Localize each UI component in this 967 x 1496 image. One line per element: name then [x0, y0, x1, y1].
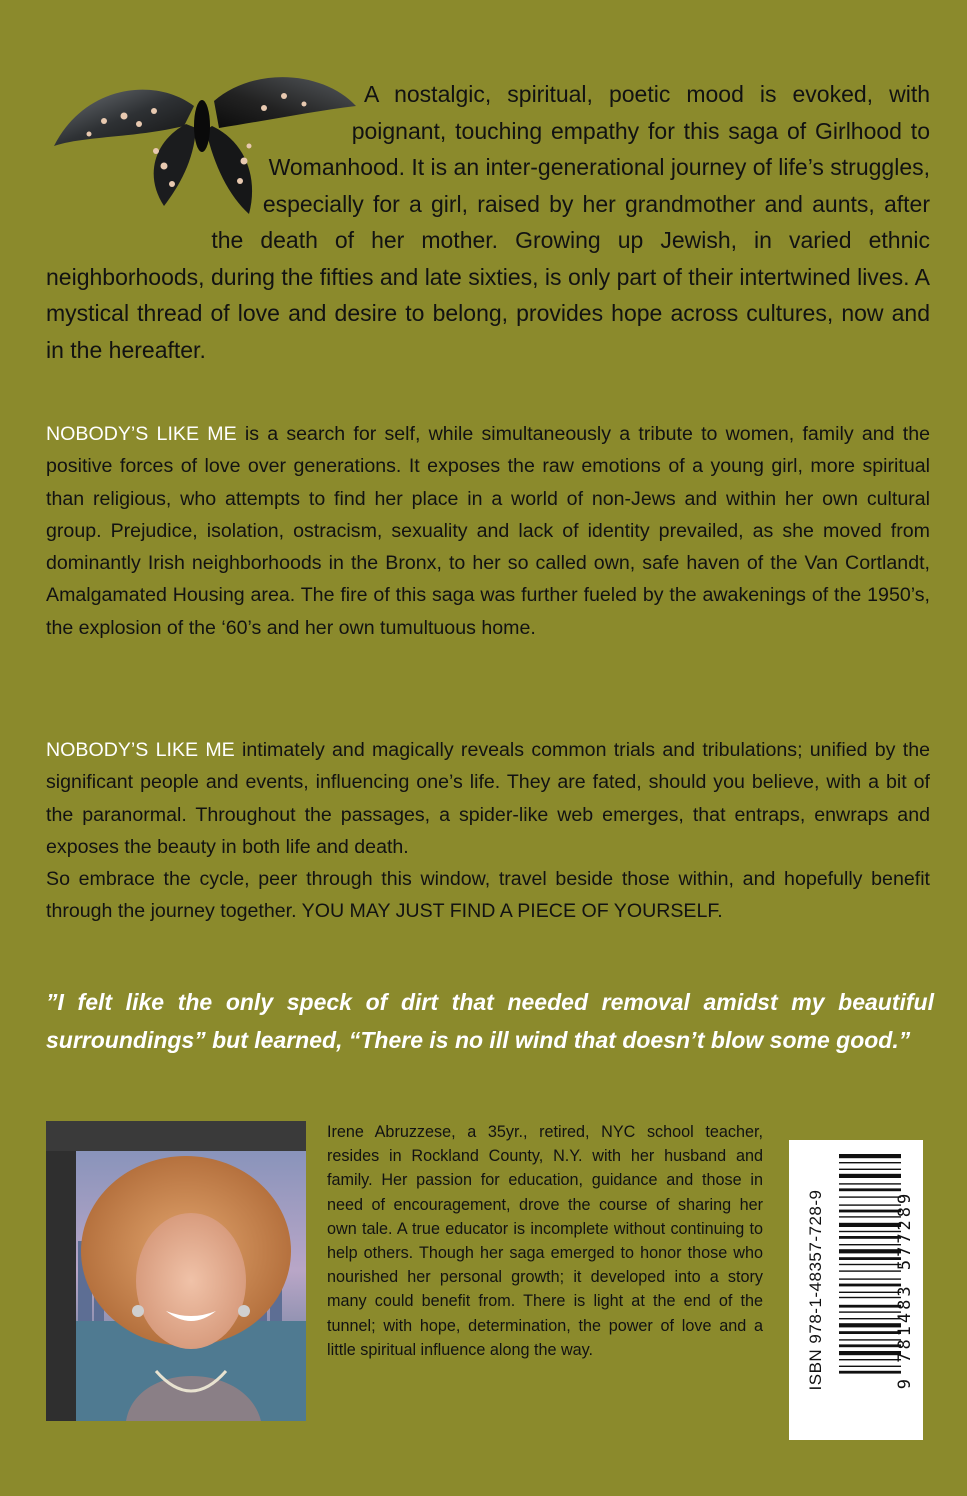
barcode-bar [839, 1344, 901, 1347]
barcode-bar [839, 1351, 901, 1355]
barcode-bar [839, 1162, 901, 1163]
barcode-bar [839, 1196, 901, 1197]
barcode-bar [839, 1366, 901, 1367]
barcode-bar [839, 1323, 901, 1327]
barcode-bar [839, 1216, 901, 1217]
description-paragraph-2 [46, 734, 930, 928]
barcode-bar [839, 1292, 901, 1293]
barcode-bar [839, 1305, 901, 1308]
paragraph-1-text: is a search for self, while simultaneously a tribute to women, family and the positive forces of love over generations. It exposes the raw emotions of a young girl, more spiritual than religious, who attempts to find her place in a world of non-Jews and within her own cultural group. Prejudice, isolation, ostracism, sexuality and lack of identity prevailed, as she moved from dominantly Irish neighborhoods in the Bronx, to her so called own, safe haven of the Van Cortlandt, Amalgamated Housing area. The fire of this saga was further fueled by the awakenings of the 1950’s, the explosion of the ‘60’s and her own tumultuous home. [46, 423, 930, 639]
barcode-bar [839, 1236, 901, 1239]
intro-paragraph [46, 76, 930, 368]
barcode-bar [839, 1169, 901, 1170]
intro-text: A nostalgic, spiritual, poetic mood is evoked, with poignant, touching empathy for this saga of Girlhood to Womanhood. It is an inter-generational journey of life’s struggles, especially for a girl, raised by her grandmother and aunts, after the death of her mother. Growing up Jewish, in varied ethnic neighborhoods, during the fifties and late sixties, is only part of their intertwined lives. A mystical thread of love and desire to belong, provides hope across cultures, now and in the hereafter. [46, 81, 931, 363]
book-title-inline: NOBODY’S LIKE ME [46, 423, 237, 445]
barcode-bar [839, 1174, 901, 1178]
barcode-bar [839, 1210, 901, 1213]
barcode-bar [839, 1359, 901, 1360]
paragraph-2-closing: So embrace the cycle, peer through this window, travel beside those within, and hopefully benefit through the journey together. YOU MAY JUST FIND A PIECE OF YOURSELF. [46, 868, 930, 923]
barcode-bar [839, 1270, 901, 1271]
barcode-bar [839, 1204, 901, 1205]
barcode-bar [839, 1257, 901, 1260]
barcode-bar [839, 1371, 901, 1374]
barcode-bar [839, 1284, 901, 1287]
barcode-bar [839, 1318, 901, 1319]
barcode-bar [839, 1311, 901, 1312]
paragraph-2-text: intimately and magically reveals common trials and tribulations; unified by the significant people and events, influencing one’s life. They are fated, should you believe, with a bit of the paranormal. Throughout the passages, a spider-like web emerges, that entraps, enwraps and exposes the beauty in both life and death. [46, 739, 930, 858]
barcode-bar [839, 1244, 901, 1245]
barcode-bar [839, 1264, 901, 1265]
barcode-bar [839, 1249, 901, 1253]
barcode-bar [839, 1154, 901, 1158]
isbn-barcode [789, 1140, 923, 1440]
barcode-digits: 9 781483 577289 [895, 1190, 915, 1390]
book-title-inline: NOBODY’S LIKE ME [46, 739, 235, 761]
barcode-bar [839, 1223, 901, 1227]
pull-quote: ”I felt like the only speck of dirt that needed removal amidst my beautiful surroundings” but learned, “There is no ill wind that doesn’t blow some good.” [46, 989, 934, 1053]
barcode-bar [839, 1297, 901, 1298]
author-bio: Irene Abruzzese, a 35yr., retired, NYC school teacher, resides in Rockland County, N.Y. with her husband and family. Her passion for education, guidance and those in need of encouragement, drove the course of sharing her own tale. A true educator is incomplete without continuing to help others. Though her saga emerged to honor those who nourished her personal growth; it developed into a story many could benefit from. There is light at the end of the tunnel; with hope, determination, the power of love and a little spiritual influence along the way. [327, 1123, 763, 1359]
barcode-bar [839, 1188, 901, 1191]
barcode-bar [839, 1183, 901, 1184]
barcode-bar [839, 1231, 901, 1232]
barcode-bar [839, 1331, 901, 1334]
isbn-text: ISBN 978-1-48357-728-9 [806, 1189, 825, 1391]
barcode-bar [839, 1339, 901, 1340]
barcode-bar [839, 1278, 901, 1279]
description-paragraph-1 [46, 418, 930, 644]
author-photo [46, 1121, 306, 1421]
